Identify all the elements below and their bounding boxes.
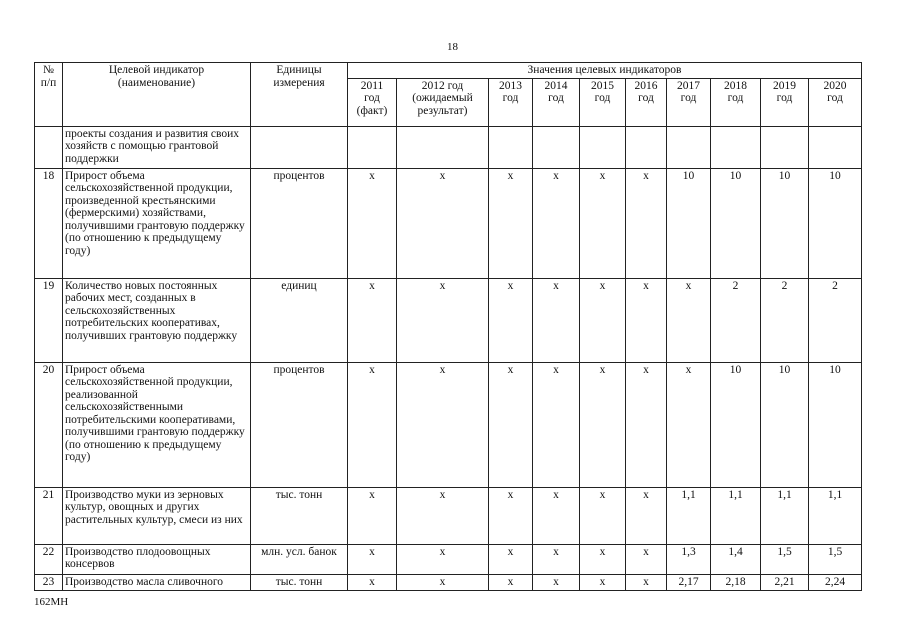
value-cell: 2,18 — [711, 574, 761, 590]
indicator-name: Прирост объема сельскохозяйственной продукции, реализованной сельскохозяйственными потребительскими кооперативами, получившими грантовую поддержку (по отношению к предыдущему году) — [63, 362, 251, 487]
unit-cell: процентов — [251, 362, 348, 487]
value-cell — [489, 126, 533, 168]
value-cell: x — [489, 574, 533, 590]
value-cell: 1,1 — [761, 487, 809, 544]
value-cell — [348, 126, 397, 168]
value-cell: 10 — [761, 168, 809, 278]
value-cell: x — [397, 362, 489, 487]
value-cell — [761, 126, 809, 168]
value-cell: x — [580, 574, 626, 590]
value-cell: x — [348, 168, 397, 278]
unit-cell — [251, 126, 348, 168]
header-year: 2020 год — [809, 78, 862, 126]
header-year: 2015 год — [580, 78, 626, 126]
page-number: 18 — [447, 41, 458, 53]
value-cell: x — [580, 362, 626, 487]
value-cell: x — [626, 168, 667, 278]
value-cell: x — [397, 487, 489, 544]
value-cell: 2,21 — [761, 574, 809, 590]
value-cell: 1,4 — [711, 544, 761, 574]
unit-cell: тыс. тонн — [251, 574, 348, 590]
value-cell: x — [533, 168, 580, 278]
value-cell: 2 — [711, 278, 761, 362]
value-cell: x — [533, 362, 580, 487]
table-row — [35, 544, 862, 574]
value-cell: x — [348, 544, 397, 574]
header-num: № п/п — [35, 63, 63, 127]
header-year: 2019 год — [761, 78, 809, 126]
value-cell: x — [348, 362, 397, 487]
value-cell: x — [667, 362, 711, 487]
header-year: 2012 год (ожидаемый результат) — [397, 78, 489, 126]
footer-code: 162МН — [34, 596, 69, 608]
value-cell: 1,1 — [809, 487, 862, 544]
value-cell: 2 — [761, 278, 809, 362]
header-year: 2014 год — [533, 78, 580, 126]
value-cell: x — [397, 278, 489, 362]
value-cell — [667, 126, 711, 168]
indicator-name: Производство муки из зерновых культур, овощных и других растительных культур, смеси из них — [63, 487, 251, 544]
value-cell — [809, 126, 862, 168]
value-cell: 1,3 — [667, 544, 711, 574]
unit-cell: млн. усл. банок — [251, 544, 348, 574]
value-cell: x — [667, 278, 711, 362]
value-cell: 10 — [809, 168, 862, 278]
value-cell: x — [626, 278, 667, 362]
value-cell: x — [489, 487, 533, 544]
value-cell: 1,1 — [667, 487, 711, 544]
row-number: 22 — [35, 544, 63, 574]
value-cell: x — [580, 487, 626, 544]
value-cell: 2,24 — [809, 574, 862, 590]
value-cell: x — [626, 487, 667, 544]
value-cell: x — [626, 362, 667, 487]
row-number: 18 — [35, 168, 63, 278]
table-row — [35, 278, 862, 362]
value-cell — [397, 126, 489, 168]
indicator-name: Производство масла сливочного — [63, 574, 251, 590]
value-cell: 10 — [711, 362, 761, 487]
value-cell: 10 — [809, 362, 862, 487]
table-row — [35, 362, 862, 487]
value-cell: x — [397, 168, 489, 278]
value-cell: x — [348, 574, 397, 590]
value-cell: x — [489, 168, 533, 278]
row-number: 19 — [35, 278, 63, 362]
value-cell: x — [580, 278, 626, 362]
table-row — [35, 487, 862, 544]
value-cell: 10 — [667, 168, 711, 278]
header-year: 2018 год — [711, 78, 761, 126]
value-cell: x — [533, 544, 580, 574]
value-cell: x — [397, 544, 489, 574]
value-cell: x — [348, 487, 397, 544]
row-number: 23 — [35, 574, 63, 590]
value-cell — [580, 126, 626, 168]
value-cell: 2 — [809, 278, 862, 362]
indicator-name: Производство плодоовощных консервов — [63, 544, 251, 574]
header-values-group: Значения целевых индикаторов — [348, 63, 862, 79]
table-row — [35, 126, 862, 168]
value-cell: 1,1 — [711, 487, 761, 544]
value-cell: 1,5 — [809, 544, 862, 574]
table-row — [35, 574, 862, 590]
value-cell: x — [580, 168, 626, 278]
value-cell: x — [397, 574, 489, 590]
row-number: 21 — [35, 487, 63, 544]
header-indicator: Целевой индикатор (наименование) — [63, 63, 251, 127]
value-cell: x — [533, 278, 580, 362]
value-cell: x — [489, 544, 533, 574]
value-cell — [533, 126, 580, 168]
header-year: 2011 год (факт) — [348, 78, 397, 126]
value-cell — [626, 126, 667, 168]
value-cell: x — [580, 544, 626, 574]
header-unit: Единицы измерения — [251, 63, 348, 127]
value-cell: x — [626, 544, 667, 574]
unit-cell: тыс. тонн — [251, 487, 348, 544]
value-cell: x — [626, 574, 667, 590]
header-year: 2017 год — [667, 78, 711, 126]
value-cell: x — [348, 278, 397, 362]
row-number — [35, 126, 63, 168]
value-cell: x — [489, 278, 533, 362]
table-row — [35, 168, 862, 278]
value-cell: 2,17 — [667, 574, 711, 590]
indicator-name: Количество новых постоянных рабочих мест, созданных в сельскохозяйственных потребительских кооперативах, получивших грантовую поддержку — [63, 278, 251, 362]
value-cell: 1,5 — [761, 544, 809, 574]
header-year: 2013 год — [489, 78, 533, 126]
value-cell: x — [489, 362, 533, 487]
value-cell — [711, 126, 761, 168]
unit-cell: процентов — [251, 168, 348, 278]
header-year: 2016 год — [626, 78, 667, 126]
value-cell: x — [533, 574, 580, 590]
unit-cell: единиц — [251, 278, 348, 362]
target-indicators-table — [34, 62, 862, 591]
value-cell: x — [533, 487, 580, 544]
indicator-name: проекты создания и развития своих хозяйств с помощью грантовой поддержки — [63, 126, 251, 168]
value-cell: 10 — [711, 168, 761, 278]
indicator-name: Прирост объема сельскохозяйственной продукции, произведенной крестьянскими (фермерскими) хозяйствами, получившими грантовую поддержку (по отношению к предыдущему году) — [63, 168, 251, 278]
row-number: 20 — [35, 362, 63, 487]
value-cell: 10 — [761, 362, 809, 487]
